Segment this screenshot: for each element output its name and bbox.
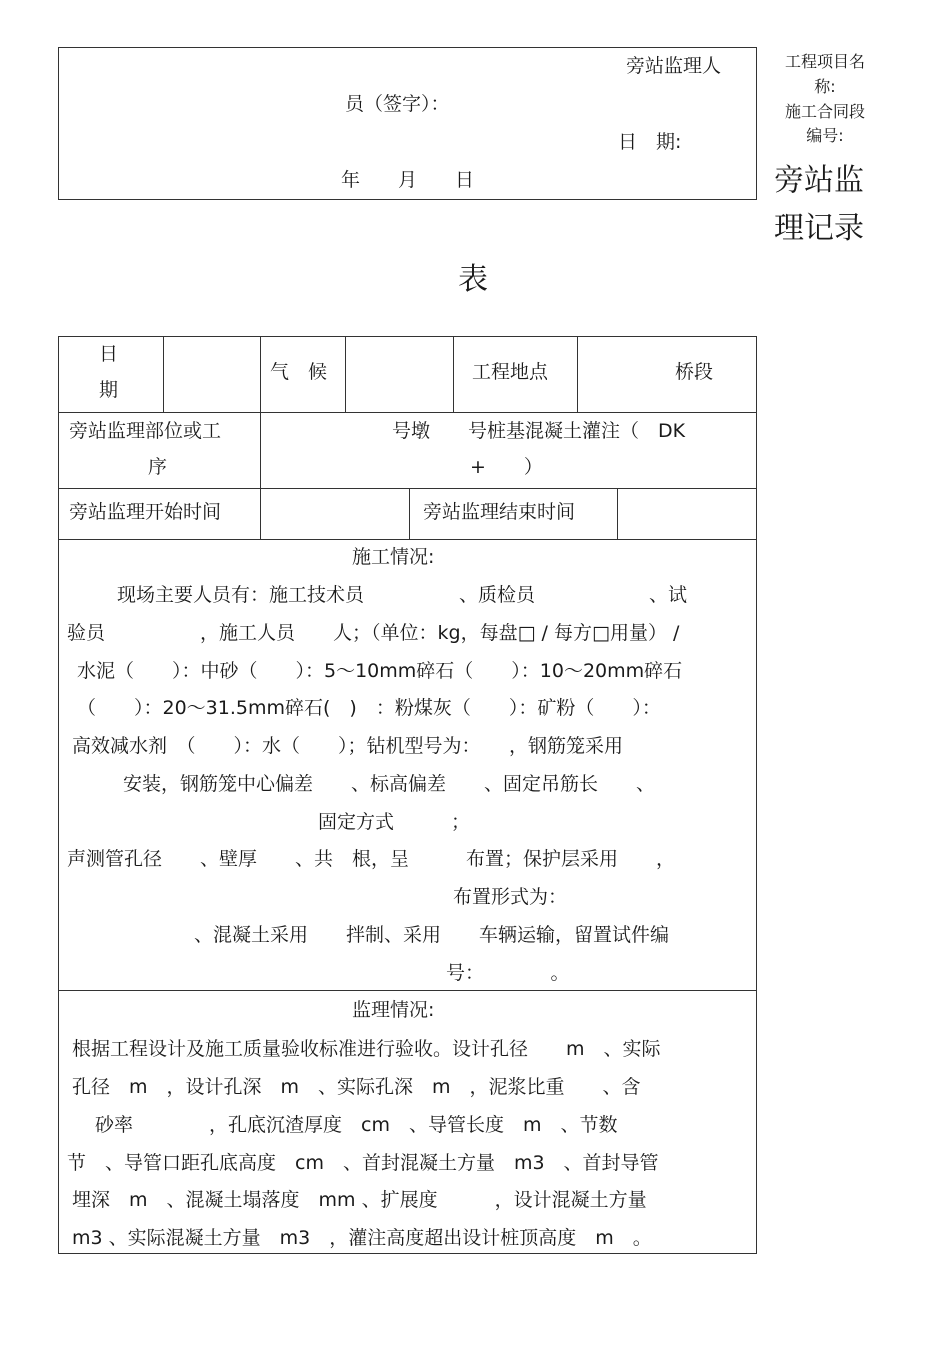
date-cell-label-2: 期 (99, 379, 119, 401)
part-label-1: 旁站监理部位或工 (69, 420, 222, 442)
part-label-2: 序 (148, 456, 168, 478)
signer-label-line2: 员（签字）： (345, 93, 450, 115)
start-time-label: 旁站监理开始时间 (69, 501, 222, 523)
date-ymd: 年 月 日 (341, 169, 475, 191)
project-name-label-2: 称: (814, 77, 836, 96)
construction-line: 固定方式 ； (318, 811, 471, 833)
end-time-label: 旁站监理结束时间 (423, 501, 576, 523)
supervision-line: 节 、导管口距孔底高度 cm 、首封混凝土方量 m3 、首封导管 (67, 1152, 659, 1174)
contract-no-label: 施工合同段 (784, 102, 865, 121)
part-value-1: 号墩 号桩基混凝土灌注（ DK (392, 420, 686, 442)
construction-line: （ ）：20～31.5mm碎石( ) ：粉煤灰（ ）：矿粉（ ）： (77, 697, 661, 719)
site-value: 桥段 (675, 361, 714, 383)
climate-label: 气 候 (270, 361, 328, 383)
construction-line: 验员 ，施工人员 人；（单位：kg，每盘□ / 每方□用量） / (67, 622, 680, 644)
supervision-line: 砂率 ，孔底沉渣厚度 cm 、导管长度 m 、节数 (95, 1114, 618, 1136)
supervision-line: m3 、实际混凝土方量 m3 ，灌注高度超出设计桩顶高度 m 。 (72, 1227, 652, 1249)
date-cell-label-1: 日 (99, 343, 119, 365)
construction-line: 号： 。 (446, 962, 570, 984)
project-name-label: 工程项目名 (784, 52, 865, 71)
contract-no-label-2: 编号: (806, 126, 844, 145)
supervision-line: 根据工程设计及施工质量验收标准进行验收。设计孔径 m 、实际 (72, 1038, 661, 1060)
construction-line: 、混凝土采用 拌制、采用 车辆运输，留置试件编 (194, 924, 670, 946)
date-label: 日 期: (618, 131, 682, 153)
construction-line: 安装，钢筋笼中心偏差 、标高偏差 、固定吊筋长 、 (123, 773, 656, 795)
title-part2: 理记录 (774, 211, 864, 246)
construction-line: 水泥（ ）：中砂（ ）：5～10mm碎石（ ）：10～20mm碎石 (77, 660, 683, 682)
site-label: 工程地点 (472, 361, 549, 383)
construction-line: 高效减水剂 （ ）：水（ ）；钻机型号为： ，钢筋笼采用 (72, 735, 624, 757)
supervision-title: 监理情况: (352, 999, 435, 1021)
construction-line: 声测管孔径 、壁厚 、共 根，呈 布置；保护层采用 ， (67, 848, 676, 870)
title-part3: 表 (458, 262, 488, 297)
part-value-2: + ） (470, 456, 543, 478)
construction-line: 现场主要人员有：施工技术员 、质检员 、试 (117, 584, 688, 606)
construction-title: 施工情况: (352, 546, 435, 568)
title-part1: 旁站监 (774, 163, 864, 198)
construction-line: 布置形式为： (453, 886, 568, 908)
supervision-line: 孔径 m ，设计孔深 m 、实际孔深 m ，泥浆比重 、含 (72, 1076, 641, 1098)
supervision-line: 埋深 m 、混凝土塌落度 mm 、扩展度 ，设计混凝土方量 (72, 1189, 647, 1211)
signer-label-line1: 旁站监理人 (626, 55, 722, 77)
